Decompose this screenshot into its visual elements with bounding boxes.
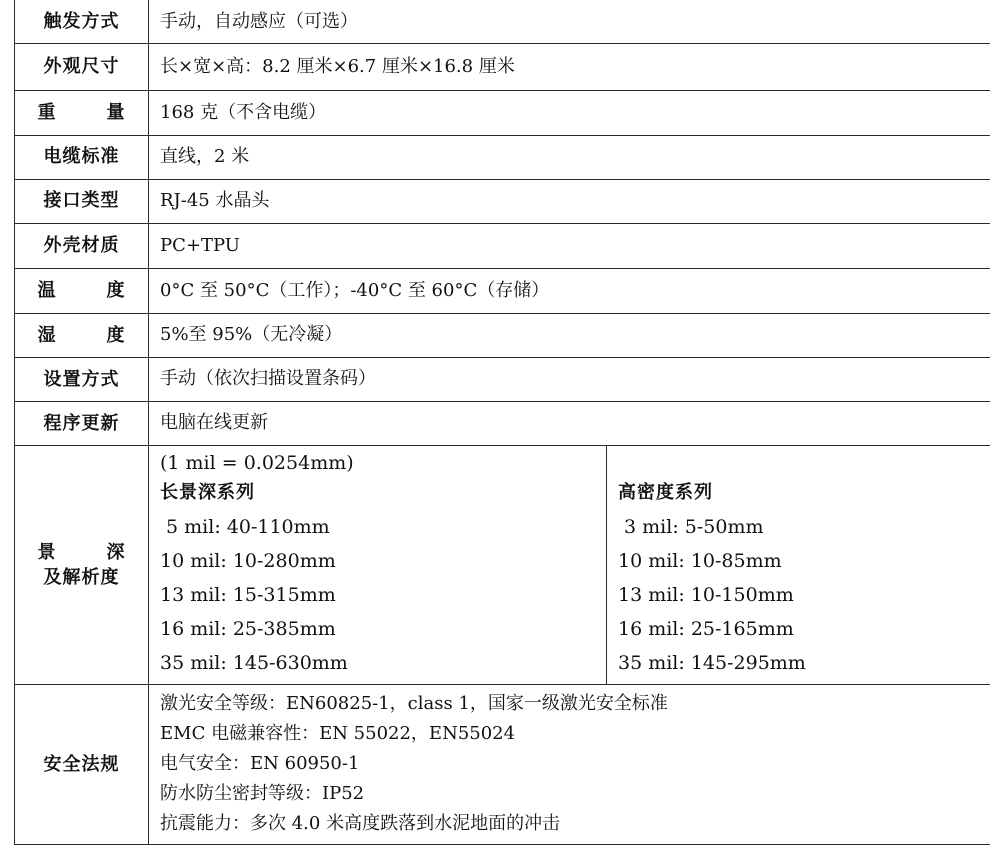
label-temperature [15,268,149,313]
row-safety-regulations [15,684,990,844]
long-series-item: 16 mil: 25-385mm [160,617,336,640]
label-dof-line-2: 及解析度 [43,566,120,588]
label-depth-of-field [15,445,149,684]
high-density-series-item: 10 mil: 10-85mm [618,549,782,572]
label-temperature-char-1: 温 [37,280,57,301]
row-dimensions [15,43,990,90]
label-weight [15,90,149,135]
label-setup-method: 设置方式 [15,357,149,401]
label-humidity-char-1: 湿 [37,324,57,346]
value-temperature: 0°C 至 50°C（工作）；-40°C 至 60°C（存储） [149,268,990,313]
row-setup-method [15,357,990,401]
spec-table [14,0,990,845]
row-humidity [15,313,990,357]
high-density-series-item: 3 mil: 5-50mm [618,515,764,538]
label-humidity [15,313,149,357]
label-weight-char-2: 量 [106,101,126,123]
value-dimensions: 长×宽×高：8.2 厘米×6.7 厘米×16.8 厘米 [149,43,990,90]
row-cable [15,135,990,179]
long-series-item: 10 mil: 10-280mm [160,549,336,572]
label-humidity-char-2: 度 [106,324,126,346]
row-temperature [15,268,990,313]
row-firmware-update [15,401,990,445]
high-density-series-item: 13 mil: 10-150mm [618,583,794,606]
label-dof-char-2: 深 [106,541,126,563]
mil-note: (1 mil = 0.0254mm) [160,451,354,474]
value-safety-regulations [149,684,990,844]
high-density-series [607,446,990,684]
long-series-item: 5 mil: 40-110mm [160,515,330,538]
label-safety-regulations: 安全法规 [15,684,149,844]
high-density-series-title: 高密度系列 [618,481,713,503]
value-housing: PC+TPU [149,223,990,268]
label-weight-char-1: 重 [37,101,57,123]
value-weight: 168 克（不含电缆） [149,90,990,135]
label-housing: 外壳材质 [15,223,149,268]
row-depth-of-field [15,445,990,684]
value-firmware-update: 电脑在线更新 [149,401,990,445]
label-firmware-update: 程序更新 [15,401,149,445]
label-cable: 电缆标准 [15,135,149,179]
label-dof-char-1: 景 [37,541,57,563]
long-series-title: 长景深系列 [160,481,255,503]
label-trigger-mode: 触发方式 [15,0,149,43]
value-trigger-mode: 手动，自动感应（可选） [149,0,990,43]
row-interface [15,179,990,223]
long-series-item: 13 mil: 15-315mm [160,583,336,606]
high-density-series-item: 16 mil: 25-165mm [618,617,794,640]
value-interface: RJ-45 水晶头 [149,179,990,223]
long-range-series [149,446,607,684]
spacer [618,450,990,476]
value-depth-of-field [149,445,990,684]
row-weight [15,90,990,135]
safety-line: 电气安全：EN 60950-1 [160,753,360,775]
row-housing [15,223,990,268]
high-density-series-item: 35 mil: 145-295mm [618,651,806,674]
label-dimensions: 外观尺寸 [15,43,149,90]
safety-line: 激光安全等级：EN60825-1，class 1，国家一级激光安全标准 [160,693,668,715]
value-humidity: 5%至 95%（无冷凝） [149,313,990,357]
safety-line: 抗震能力：多次 4.0 米高度跌落到水泥地面的冲击 [160,813,561,835]
value-setup-method: 手动（依次扫描设置条码） [149,357,990,401]
label-temperature-char-2: 度 [106,280,126,301]
long-series-item: 35 mil: 145-630mm [160,651,348,674]
safety-line: 防水防尘密封等级：IP52 [160,783,365,805]
value-cable: 直线，2 米 [149,135,990,179]
label-interface: 接口类型 [15,179,149,223]
safety-line: EMC 电磁兼容性：EN 55022，EN55024 [160,723,516,745]
row-trigger-mode [15,0,990,43]
